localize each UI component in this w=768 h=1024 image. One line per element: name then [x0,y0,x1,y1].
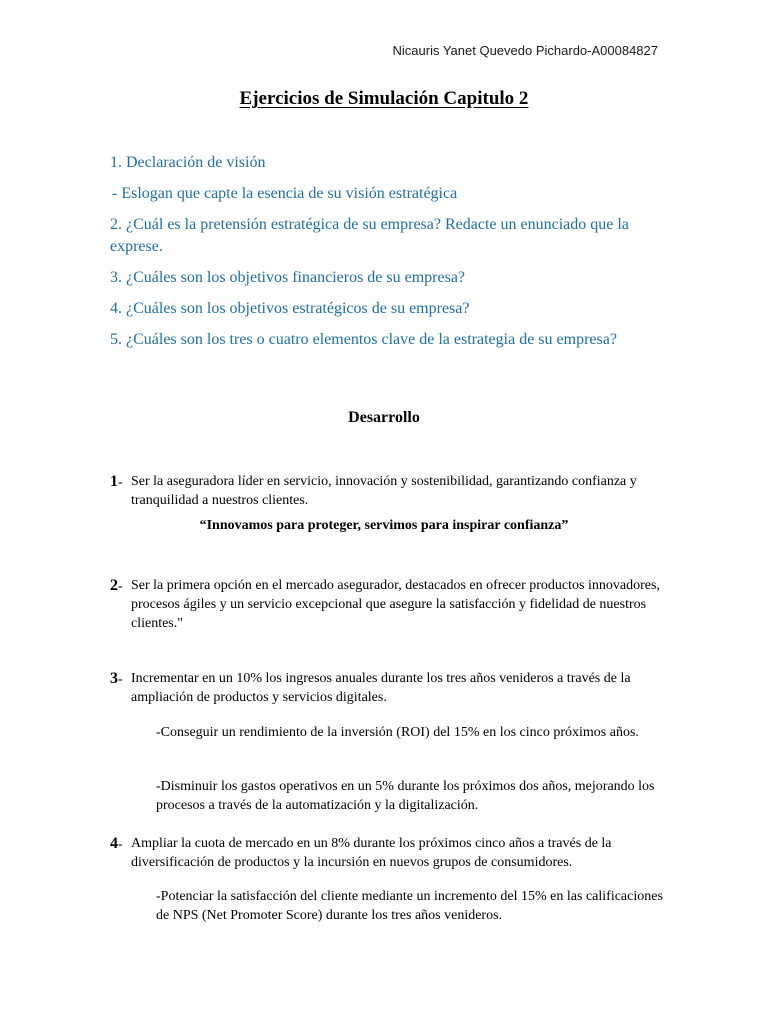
question-item: 1. Declaración de visión [110,154,266,171]
author-header: Nicauris Yanet Quevedo Pichardo-A00084827 [392,43,658,58]
question-item: 3. ¿Cuáles son los objetivos financieros de su empresa? [110,269,466,286]
section-heading: Desarrollo [348,409,420,426]
answer-text: Ser la primera opción en el mercado asegurador, destacados en ofrecer productos innovadores, procesos ágiles y un servicio excepcional que asegure la satisfacción y fidelidad de nuestros clientes." [131,578,660,631]
question-item: 2. ¿Cuál es la pretensión estratégica de su empresa? Redacte un enunciado que la exprese. [110,216,629,255]
answer-text: Ser la aseguradora líder en servicio, innovación y sostenibilidad, garantizando confianza y tranquilidad a nuestros clientes. [131,474,637,508]
answer-number: 3- [110,670,123,687]
answer-number: 2- [110,577,123,594]
questions-list [110,152,670,360]
answer-number: 4- [110,835,123,852]
document-title: Ejercicios de Simulación Capitulo 2 [239,88,529,109]
answer-text: Incrementar en un 10% los ingresos anuales durante los tres años venideros a través de la ampliación de productos y servicios digitales. [131,671,631,705]
answer-item [110,472,670,510]
objective-subitem: -Conseguir un rendimiento de la inversión (ROI) del 15% en los cinco próximos años. [156,725,639,740]
slogan: “Innovamos para proteger, servimos para inspirar confianza” [199,518,569,533]
objective-subitem: -Potenciar la satisfacción del cliente mediante un incremento del 15% en las calificaciones de NPS (Net Promoter Score) durante los tres años venideros. [156,889,663,923]
question-item: - Eslogan que capte la esencia de su visión estratégica [112,185,458,202]
objective-subitem: -Disminuir los gastos operativos en un 5% durante los próximos dos años, mejorando los procesos a través de la automatización y la digitalización. [156,779,655,813]
question-item: 4. ¿Cuáles son los objetivos estratégicos de su empresa? [110,300,470,317]
answer-item [110,669,670,707]
question-item: 5. ¿Cuáles son los tres o cuatro elementos clave de la estrategia de su empresa? [110,331,617,348]
answer-item [110,576,670,633]
answer-number: 1- [110,473,123,490]
answer-item [110,834,670,872]
answer-text: Ampliar la cuota de mercado en un 8% durante los próximos cinco años a través de la diversificación de productos y la incursión en nuevos grupos de consumidores. [131,836,612,870]
